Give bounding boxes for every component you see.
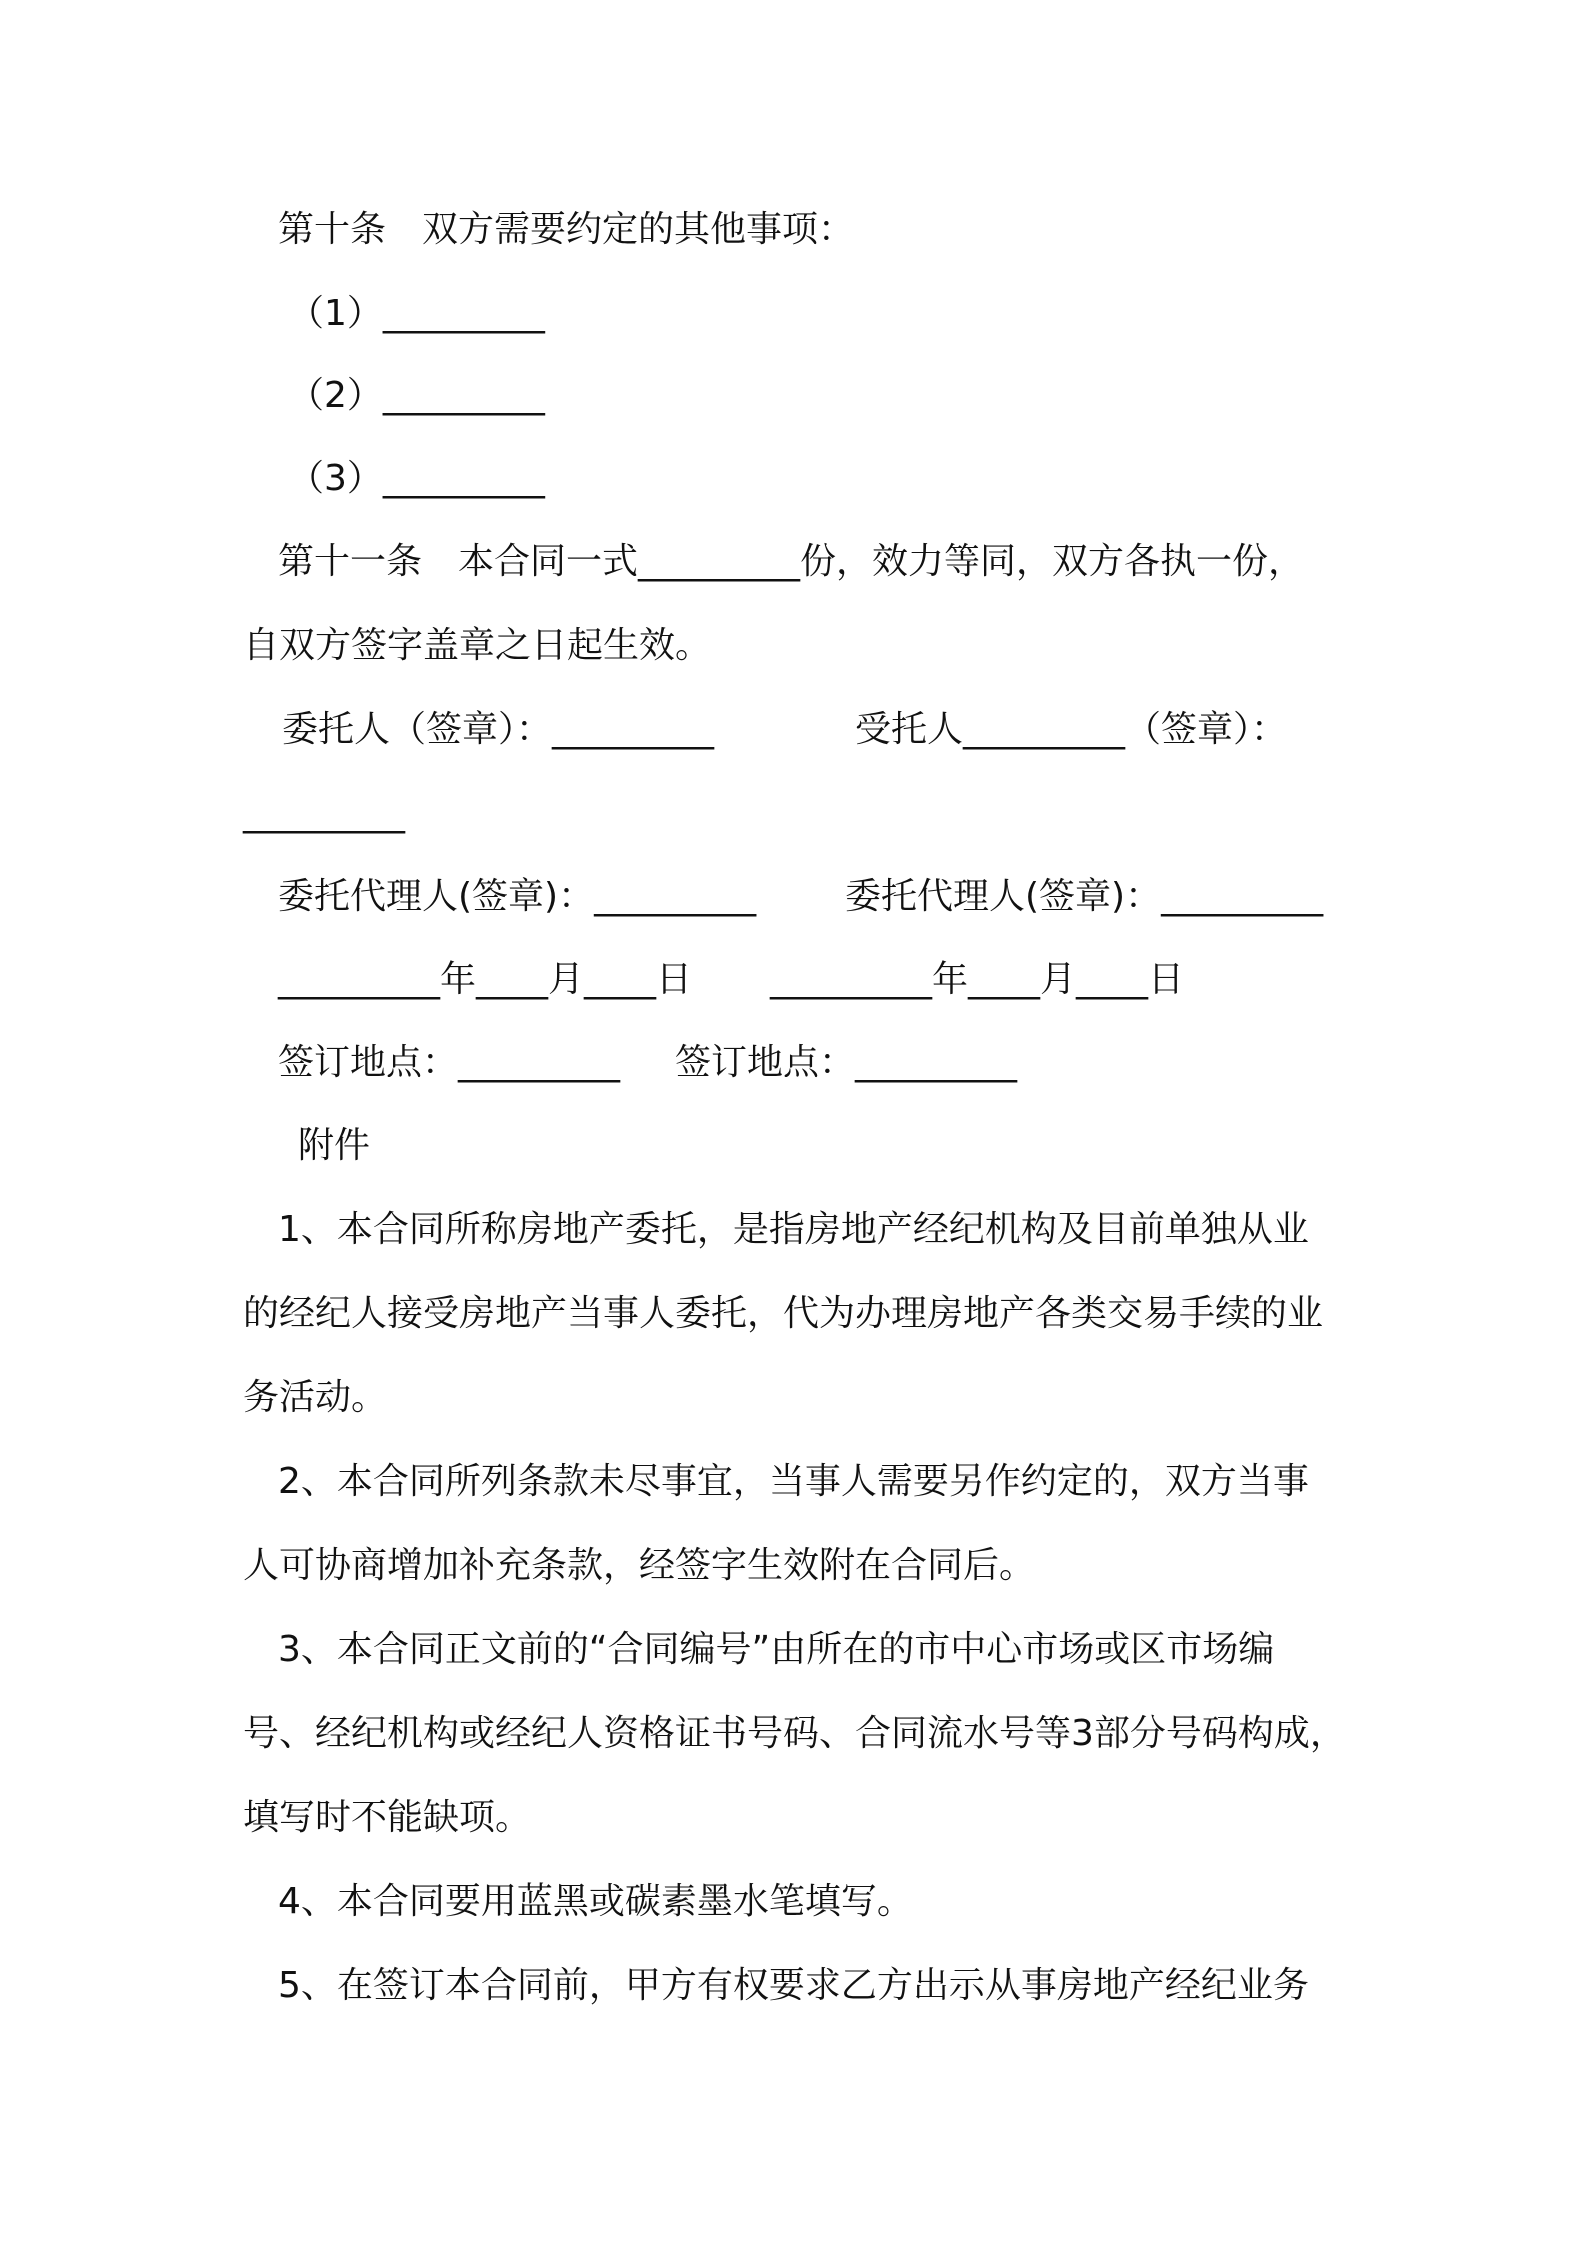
- date-right: _________年____月____日: [770, 959, 1184, 1000]
- place-row: [0, 1039, 1586, 1087]
- annex-note-2-line-1: [0, 1458, 1586, 1506]
- annex-note-1-line-2: [0, 1290, 1586, 1338]
- annex-note-3-line-1: [0, 1626, 1586, 1674]
- article-10-heading: [0, 206, 1586, 254]
- place-left: 签订地点：_________: [278, 1042, 621, 1083]
- article-11-line-2-text: 自双方签字盖章之日起生效。: [243, 625, 712, 666]
- agent-signature-blank-row: [0, 790, 1586, 838]
- annex-note-4: [0, 1878, 1586, 1926]
- note-3-line-2: 号、经纪机构或经纪人资格证书号码、合同流水号等3部分号码构成，: [243, 1713, 1346, 1754]
- article-10-heading-text: 第十条 双方需要约定的其他事项：: [278, 209, 855, 250]
- note-2-line-2: 人可协商增加补充条款，经签字生效附在合同后。: [243, 1545, 1036, 1586]
- annex-title: [0, 1122, 1586, 1170]
- annex-note-1-line-1: [0, 1206, 1586, 1254]
- item-3-text: （3）_________: [288, 458, 545, 499]
- date-left: _________年____月____日: [278, 959, 692, 1000]
- agent-signature: 受托人_________（签章）：: [855, 709, 1288, 750]
- note-4-line-1: 4、本合同要用蓝黑或碳素墨水笔填写。: [278, 1881, 913, 1922]
- item-1-text: （1）_________: [288, 293, 545, 334]
- signature-row: [0, 706, 1586, 754]
- representative-row: [0, 873, 1586, 921]
- article-11-line-1-text: 第十一条 本合同一式_________份，效力等同，双方各执一份，: [278, 541, 1305, 582]
- principal-representative: 委托代理人(签章)：_________: [278, 876, 757, 917]
- note-3-line-1: 3、本合同正文前的“合同编号”由所在的市中心市场或区市场编: [278, 1629, 1275, 1670]
- note-1-line-1: 1、本合同所称房地产委托，是指房地产经纪机构及目前单独从业: [278, 1209, 1309, 1250]
- article-10-item-3: [0, 455, 1586, 503]
- annex-note-5: [0, 1962, 1586, 2010]
- note-1-line-2: 的经纪人接受房地产当事人委托，代为办理房地产各类交易手续的业: [243, 1293, 1324, 1334]
- annex-note-3-line-3: [0, 1794, 1586, 1842]
- annex-note-2-line-2: [0, 1542, 1586, 1590]
- article-11-line-1: [0, 538, 1586, 586]
- annex-note-3-line-2: [0, 1710, 1586, 1758]
- item-2-text: （2）_________: [288, 375, 545, 416]
- date-row: [0, 956, 1586, 1004]
- annex-title-text: 附件: [298, 1125, 371, 1166]
- article-10-item-2: [0, 372, 1586, 420]
- article-10-item-1: [0, 290, 1586, 338]
- place-right: 签订地点：_________: [675, 1042, 1018, 1083]
- note-5-line-1: 5、在签订本合同前，甲方有权要求乙方出示从事房地产经纪业务: [278, 1965, 1309, 2006]
- agent-signature-blank: _________: [243, 793, 405, 834]
- annex-note-1-line-3: [0, 1374, 1586, 1422]
- note-1-line-3: 务活动。: [243, 1377, 388, 1418]
- principal-signature: 委托人（签章）：_________: [282, 709, 715, 750]
- article-11-line-2: [0, 622, 1586, 670]
- note-2-line-1: 2、本合同所列条款未尽事宜，当事人需要另作约定的，双方当事: [278, 1461, 1309, 1502]
- note-3-line-3: 填写时不能缺项。: [243, 1797, 532, 1838]
- agent-representative: 委托代理人(签章)：_________: [845, 876, 1324, 917]
